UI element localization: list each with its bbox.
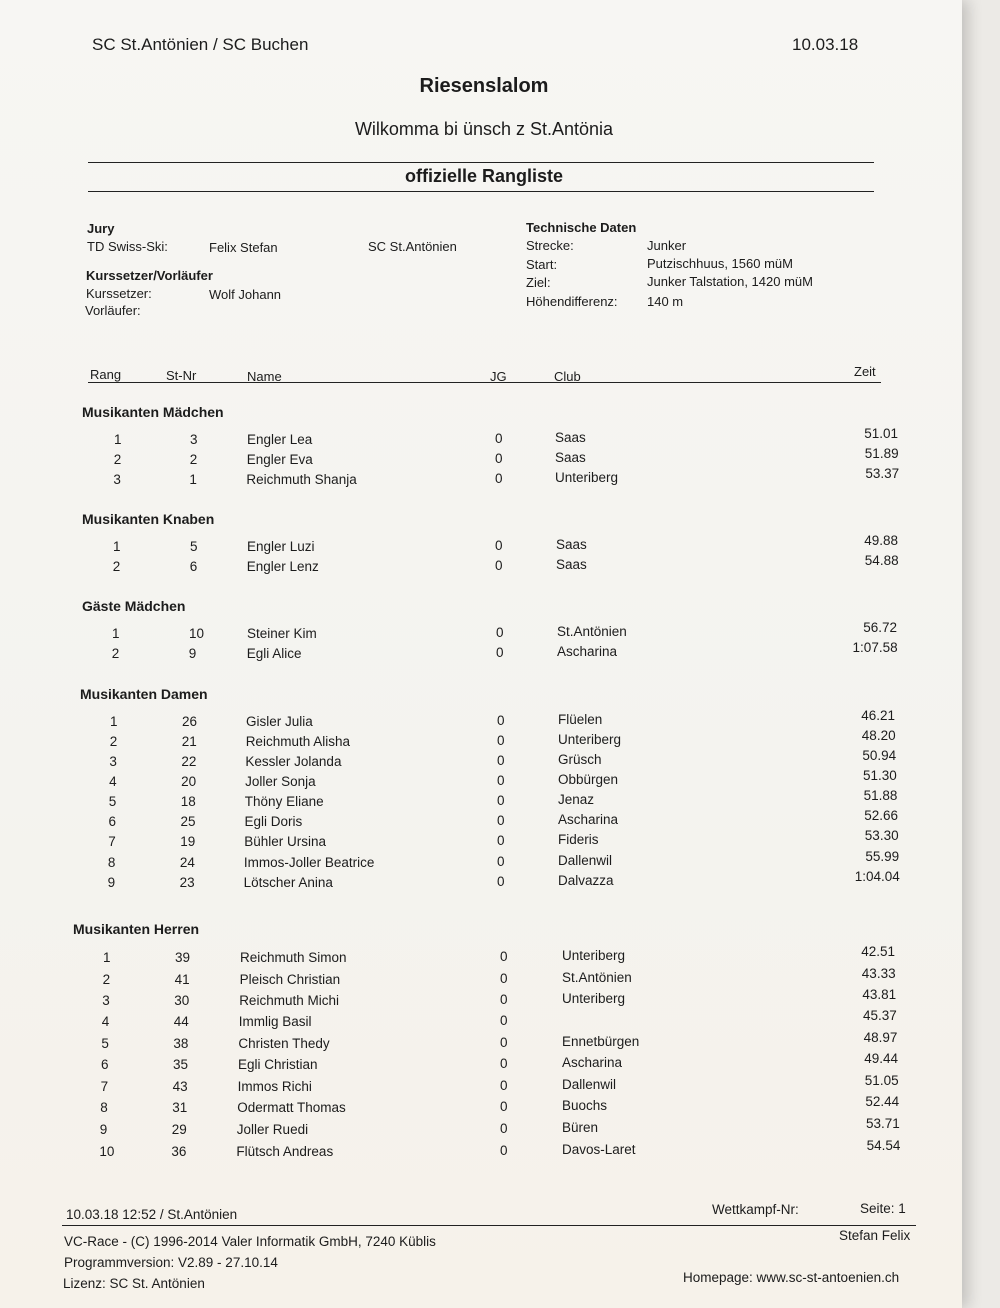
tech-label: Höhendifferenz: [526, 294, 618, 309]
tech-value: 140 m [647, 294, 684, 309]
race-title: Riesenslalom [419, 75, 549, 97]
athlete-name-cell: Reichmuth Alisha [245, 734, 350, 749]
start-number-cell: 31 [172, 1100, 188, 1115]
tech-value: Junker Talstation, 1420 müM [647, 274, 813, 289]
time-cell: 51.30 [863, 768, 897, 783]
time-cell: 55.99 [865, 849, 900, 864]
start-number-cell: 6 [189, 559, 198, 574]
footer-timestamp: 10.03.18 12:52 / St.Antönien [66, 1207, 238, 1222]
rank-cell: 2 [111, 646, 120, 661]
category-heading: Musikanten Knaben [82, 511, 215, 527]
td-club: SC St.Antönien [368, 239, 457, 254]
athlete-name-cell: Reichmuth Michi [239, 993, 339, 1008]
club-cell: St.Antönien [557, 624, 627, 639]
page-number: Seite: 1 [860, 1201, 906, 1216]
club-cell: Saas [555, 450, 586, 465]
athlete-name-cell: Immlig Basil [238, 1014, 312, 1029]
club-cell: Ascharina [558, 812, 619, 827]
athlete-name-cell: Engler Eva [246, 452, 313, 467]
signer-name: Stefan Felix [839, 1228, 911, 1243]
birth-year-cell: 0 [497, 733, 505, 748]
birth-year-cell: 0 [500, 1013, 508, 1028]
club-cell: Unteriberg [558, 732, 622, 747]
club-cell: Flüelen [558, 712, 603, 727]
athlete-name-cell: Egli Christian [238, 1057, 318, 1072]
athlete-name-cell: Gisler Julia [246, 714, 313, 729]
club-cell: Saas [556, 557, 587, 572]
rank-cell: 1 [114, 432, 122, 447]
rank-cell: 10 [99, 1144, 115, 1159]
software-credit: VC-Race - (C) 1996-2014 Valer Informatik GmbH, 7240 Küblis [64, 1234, 436, 1249]
birth-year-cell: 0 [495, 451, 503, 466]
birth-year-cell: 0 [500, 1078, 508, 1093]
birth-year-cell: 0 [496, 625, 504, 640]
rank-cell: 1 [113, 539, 121, 554]
birth-year-cell: 0 [500, 1035, 508, 1050]
col-jg: JG [490, 369, 507, 384]
time-cell: 51.89 [864, 446, 899, 461]
time-cell: 1:04.04 [854, 869, 900, 884]
birth-year-cell: 0 [496, 645, 504, 660]
bottom-rule [88, 191, 874, 192]
time-cell: 43.81 [862, 987, 897, 1002]
start-number-cell: 1 [189, 472, 197, 487]
start-number-cell: 41 [174, 972, 190, 987]
time-cell: 56.72 [863, 620, 897, 635]
list-title: offizielle Rangliste [404, 166, 564, 186]
athlete-name-cell: Bühler Ursina [244, 834, 326, 849]
start-number-cell: 20 [181, 774, 197, 789]
birth-year-cell: 0 [495, 431, 503, 446]
athlete-name-cell: Immos Richi [237, 1079, 312, 1094]
rank-cell: 2 [112, 559, 121, 574]
birth-year-cell: 0 [497, 773, 505, 788]
rank-cell: 8 [107, 855, 116, 870]
athlete-name-cell: Engler Luzi [247, 539, 315, 554]
column-rule [88, 382, 881, 383]
club-header: SC St.Antönien / SC Buchen [92, 35, 309, 54]
club-cell: Saas [555, 430, 586, 445]
start-number-cell: 25 [180, 814, 196, 829]
club-cell: Dallenwil [562, 1077, 617, 1092]
athlete-name-cell: Engler Lenz [246, 559, 319, 574]
col-zeit: Zeit [854, 364, 876, 379]
category-heading: Musikanten Herren [73, 921, 200, 937]
tech-value: Putzischhuus, 1560 müM [647, 256, 793, 271]
time-cell: 49.88 [864, 533, 898, 548]
wettkampf-label: Wettkampf-Nr: [712, 1202, 799, 1217]
start-number-cell: 3 [190, 432, 198, 447]
time-cell: 43.33 [861, 966, 896, 981]
start-number-cell: 18 [180, 794, 196, 809]
club-cell: Davos-Laret [562, 1142, 636, 1157]
start-number-cell: 21 [181, 734, 197, 749]
rank-cell: 3 [113, 472, 121, 487]
club-cell: Fideris [558, 832, 599, 847]
birth-year-cell: 0 [500, 949, 508, 964]
athlete-name-cell: Thöny Eliane [244, 794, 324, 809]
td-label: TD Swiss-Ski: [87, 239, 168, 254]
athlete-name-cell: Joller Sonja [245, 774, 316, 789]
tech-label: Start: [526, 257, 558, 272]
start-number-cell: 44 [173, 1014, 189, 1029]
vorlaeufer-label: Vorläufer: [85, 303, 141, 318]
col-club: Club [554, 369, 581, 384]
club-cell: Dallenwil [558, 853, 613, 868]
rank-cell: 3 [109, 754, 117, 769]
birth-year-cell: 0 [497, 713, 505, 728]
homepage: Homepage: www.sc-st-antoenien.ch [683, 1270, 900, 1285]
club-cell: Ascharina [557, 644, 618, 659]
birth-year-cell: 0 [500, 1099, 508, 1114]
birth-year-cell: 0 [497, 753, 505, 768]
rank-cell: 6 [108, 814, 117, 829]
start-number-cell: 9 [188, 646, 197, 661]
start-number-cell: 26 [182, 714, 198, 729]
time-cell: 52.66 [864, 808, 898, 823]
time-cell: 50.94 [862, 748, 897, 763]
race-subtitle: Wilkomma bi ünsch z St.Antönia [354, 119, 614, 139]
birth-year-cell: 0 [495, 558, 503, 573]
start-number-cell: 29 [171, 1122, 187, 1137]
rank-cell: 6 [101, 1057, 109, 1072]
rank-cell: 4 [109, 774, 117, 789]
club-cell: Büren [562, 1120, 599, 1135]
time-cell: 53.37 [865, 466, 900, 481]
rank-cell: 2 [102, 972, 111, 987]
footer-rule [62, 1225, 916, 1226]
athlete-name-cell: Reichmuth Shanja [246, 472, 357, 487]
rank-cell: 1 [103, 950, 111, 965]
birth-year-cell: 0 [497, 874, 505, 889]
tech-label: Strecke: [526, 238, 574, 253]
start-number-cell: 43 [172, 1079, 188, 1094]
birth-year-cell: 0 [497, 813, 505, 828]
license: Lizenz: SC St. Antönien [63, 1276, 205, 1291]
time-cell: 51.05 [864, 1073, 899, 1088]
start-number-cell: 36 [171, 1144, 187, 1159]
rank-cell: 7 [100, 1079, 109, 1094]
start-number-cell: 22 [181, 754, 197, 769]
start-number-cell: 23 [179, 875, 195, 890]
kurssetzer-name: Wolf Johann [209, 287, 282, 302]
rank-cell: 5 [101, 1036, 109, 1051]
club-cell: Ennetbürgen [562, 1034, 640, 1049]
start-number-cell: 30 [174, 993, 190, 1008]
club-cell: Unteriberg [562, 948, 626, 963]
category-heading: Gäste Mädchen [82, 598, 186, 614]
start-number-cell: 24 [179, 855, 195, 870]
birth-year-cell: 0 [500, 1121, 508, 1136]
athlete-name-cell: Joller Ruedi [236, 1122, 309, 1137]
athlete-name-cell: Immos-Joller Beatrice [243, 855, 375, 870]
time-cell: 49.44 [864, 1051, 898, 1066]
start-number-cell: 38 [173, 1036, 189, 1051]
club-cell: Grüsch [558, 752, 602, 767]
club-cell: Obbürgen [558, 772, 619, 787]
birth-year-cell: 0 [497, 833, 505, 848]
rank-cell: 8 [100, 1100, 108, 1115]
rank-cell: 3 [102, 993, 110, 1008]
col-name: Name [247, 369, 282, 384]
rank-cell: 1 [112, 626, 120, 641]
tech-value: Junker [647, 238, 687, 253]
birth-year-cell: 0 [497, 793, 505, 808]
athlete-name-cell: Engler Lea [247, 432, 313, 447]
club-cell: St.Antönien [562, 970, 632, 985]
birth-year-cell: 0 [500, 1143, 508, 1158]
athlete-name-cell: Egli Doris [244, 814, 303, 829]
rank-cell: 2 [113, 452, 122, 467]
athlete-name-cell: Kessler Jolanda [245, 754, 342, 769]
birth-year-cell: 0 [495, 471, 503, 486]
rank-cell: 9 [107, 875, 116, 890]
rank-cell: 4 [101, 1014, 110, 1029]
birth-year-cell: 0 [500, 971, 508, 986]
athlete-name-cell: Reichmuth Simon [240, 950, 347, 965]
kurssetzer-label: Kurssetzer: [86, 286, 152, 301]
td-name: Felix Stefan [209, 240, 278, 255]
athlete-name-cell: Flütsch Andreas [236, 1144, 334, 1159]
athlete-name-cell: Egli Alice [246, 646, 302, 661]
start-number-cell: 5 [190, 539, 198, 554]
time-cell: 51.01 [864, 426, 898, 441]
athlete-name-cell: Pleisch Christian [239, 972, 341, 987]
category-heading: Musikanten Damen [80, 686, 208, 702]
athlete-name-cell: Christen Thedy [238, 1036, 330, 1051]
time-cell: 48.20 [861, 728, 896, 743]
rank-cell: 2 [109, 734, 118, 749]
time-cell: 48.97 [863, 1030, 898, 1045]
club-cell: Saas [556, 537, 587, 552]
start-number-cell: 39 [175, 950, 191, 965]
col-rang: Rang [90, 367, 122, 382]
race-date: 10.03.18 [792, 35, 859, 54]
time-cell: 52.44 [865, 1094, 900, 1109]
program-version: Programmversion: V2.89 - 27.10.14 [64, 1255, 278, 1270]
jury-heading: Jury [87, 221, 115, 236]
col-stnr: St-Nr [166, 368, 197, 383]
kurssetzer-heading: Kurssetzer/Vorläufer [86, 268, 213, 283]
tech-heading: Technische Daten [526, 220, 637, 235]
time-cell: 53.71 [866, 1116, 900, 1131]
athlete-name-cell: Lötscher Anina [243, 875, 333, 890]
start-number-cell: 35 [173, 1057, 189, 1072]
time-cell: 46.21 [861, 708, 895, 723]
club-cell: Jenaz [558, 792, 595, 807]
time-cell: 42.51 [861, 944, 895, 959]
time-cell: 51.88 [863, 788, 898, 803]
rank-cell: 5 [108, 794, 117, 809]
rank-cell: 1 [110, 714, 118, 729]
athlete-name-cell: Odermatt Thomas [237, 1100, 346, 1115]
time-cell: 45.37 [863, 1008, 897, 1023]
time-cell: 1:07.58 [852, 640, 898, 655]
club-cell: Buochs [562, 1098, 608, 1113]
birth-year-cell: 0 [500, 1056, 508, 1071]
club-cell: Ascharina [562, 1055, 623, 1070]
tech-label: Ziel: [526, 275, 551, 290]
rank-cell: 7 [108, 834, 116, 849]
start-number-cell: 10 [189, 626, 205, 641]
birth-year-cell: 0 [497, 854, 505, 869]
club-cell: Dalvazza [558, 873, 614, 888]
start-number-cell: 19 [180, 834, 196, 849]
time-cell: 54.88 [864, 553, 899, 568]
top-rule [88, 162, 874, 163]
birth-year-cell: 0 [495, 538, 503, 553]
time-cell: 53.30 [864, 828, 899, 843]
athlete-name-cell: Steiner Kim [247, 626, 317, 641]
start-number-cell: 2 [189, 452, 198, 467]
category-heading: Musikanten Mädchen [82, 404, 224, 420]
club-cell: Unteriberg [562, 991, 626, 1006]
time-cell: 54.54 [866, 1138, 901, 1153]
club-cell: Unteriberg [555, 470, 619, 485]
birth-year-cell: 0 [500, 992, 508, 1007]
rank-cell: 9 [99, 1122, 108, 1137]
